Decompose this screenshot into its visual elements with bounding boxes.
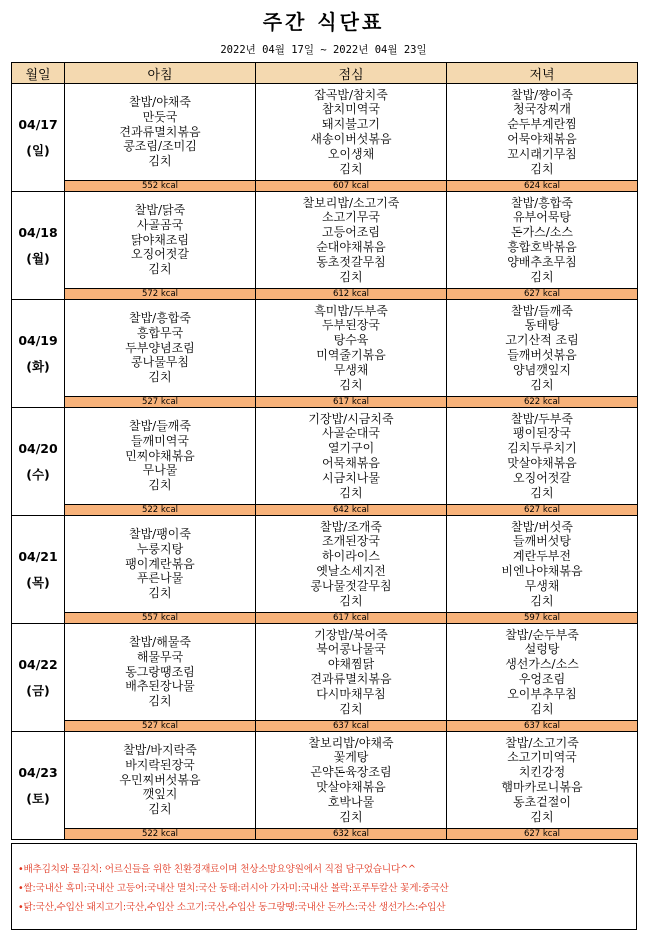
menu-item: 우엉조림 (518, 672, 566, 686)
lunch-kcal: 617 kcal (256, 397, 447, 408)
menu-item: 순두부계란찜 (507, 117, 577, 132)
lunch-cell (256, 300, 447, 397)
menu-item: 흥합호박볶음 (507, 240, 577, 254)
page-title: 주간 식단표 (262, 10, 385, 34)
menu-item: 옛날소세지전 (316, 564, 386, 578)
menu-item: 다시마채무침 (316, 686, 386, 701)
menu-item: 미역줄기볶음 (316, 348, 386, 362)
menu-item: 탕수육 (333, 333, 369, 348)
breakfast-cell (65, 192, 256, 289)
menu-item: 찰밥/들깨죽 (128, 419, 191, 433)
breakfast-cell (65, 624, 256, 721)
menu-item: 김치 (530, 485, 554, 500)
menu-item: 동초겉절이 (513, 794, 571, 809)
breakfast-kcal: 552 kcal (65, 181, 256, 192)
menu-item: 바지락된장국 (125, 757, 195, 772)
day-cell (12, 732, 65, 840)
menu-item: 기장밥/시금치죽 (308, 411, 394, 426)
kcal-row (12, 289, 638, 300)
weekday-label: (금) (26, 682, 50, 698)
kcal-row (12, 613, 638, 624)
lunch-cell (256, 516, 447, 613)
menu-item: 돼지불고기 (322, 117, 380, 132)
menu-item: 조개된장국 (322, 534, 380, 549)
day-row (12, 300, 638, 397)
menu-item: 김치 (339, 269, 363, 284)
dinner-kcal: 622 kcal (447, 397, 638, 408)
lunch-cell (256, 84, 447, 181)
day-cell (12, 300, 65, 408)
weekday-label: (수) (26, 466, 50, 482)
menu-item: 김치두루치기 (507, 441, 577, 456)
weekday-label: (토) (26, 790, 50, 806)
menu-item: 시금치나물 (322, 470, 380, 485)
menu-item: 무나물 (142, 463, 178, 478)
menu-item: 콩나물무침 (131, 355, 189, 370)
date-label: 04/22 (18, 656, 58, 672)
menu-item: 양배추초무침 (507, 254, 577, 269)
menu-item: 김치 (339, 377, 363, 392)
menu-item: 돈가스/소스 (510, 225, 573, 240)
menu-item: 누룽지탕 (136, 541, 184, 556)
menu-item: 김치 (148, 586, 172, 601)
day-cell (12, 84, 65, 192)
day-row (12, 516, 638, 613)
menu-item: 찰밥/해물죽 (128, 635, 191, 649)
menu-item: 찰보리밥/야채죽 (308, 735, 394, 750)
day-row (12, 732, 638, 829)
menu-item: 찰밥/버섯죽 (510, 519, 573, 534)
menu-item: 김치 (148, 154, 172, 169)
menu-item: 들깨버섯볶음 (507, 348, 577, 362)
lunch-kcal: 637 kcal (256, 721, 447, 732)
breakfast-kcal: 522 kcal (65, 829, 256, 840)
menu-item: 맛살야채볶음 (507, 456, 577, 470)
menu-item: 북어콩나물국 (316, 642, 386, 657)
kcal-row (12, 397, 638, 408)
note-kimchi: •배추김치와 물김치: 어르신들을 위한 친환경재료이며 천상소망요양원에서 직접 담구었습니다^^ (18, 864, 416, 875)
menu-item: 김치 (339, 485, 363, 500)
menu-item: 김치 (148, 262, 172, 277)
menu-item: 김치 (530, 593, 554, 608)
breakfast-cell (65, 300, 256, 397)
breakfast-cell (65, 408, 256, 505)
lunch-cell (256, 624, 447, 721)
lunch-kcal: 632 kcal (256, 829, 447, 840)
menu-item: 청국장찌개 (513, 102, 571, 117)
menu-item: 김치 (530, 701, 554, 716)
menu-item: 찰밥/흥합죽 (128, 311, 191, 325)
date-label: 04/18 (18, 224, 58, 240)
day-row (12, 624, 638, 721)
menu-item: 닭야채조림 (131, 232, 189, 247)
menu-item: 견과류멸치볶음 (310, 672, 392, 686)
menu-item: 우민찌버섯볶음 (119, 772, 201, 787)
breakfast-cell (65, 732, 256, 829)
note-origin-grain-fish: •쌀:국내산 흑미:국내산 고등어:국내산 멸치:국산 동태:러시아 가자미:국내산 볼락:포루투칼산 꽃게:중국산 (18, 883, 449, 894)
menu-item: 두부된장국 (322, 318, 380, 333)
menu-item: 동그랑땡조림 (125, 664, 195, 679)
date-range: 2022년 04월 17일 ~ 2022년 04월 23일 (220, 44, 427, 56)
dinner-kcal: 627 kcal (447, 505, 638, 516)
menu-item: 김치 (148, 802, 172, 817)
menu-item: 고등어조림 (322, 225, 380, 240)
lunch-kcal: 642 kcal (256, 505, 447, 516)
date-label: 04/21 (18, 548, 58, 564)
menu-item: 유부어묵탕 (513, 210, 571, 225)
menu-item: 햄마카로니볶음 (501, 780, 583, 794)
dinner-kcal: 637 kcal (447, 721, 638, 732)
menu-item: 사골순대국 (322, 426, 380, 441)
header-breakfast: 아침 (65, 63, 256, 84)
lunch-cell (256, 732, 447, 829)
menu-item: 김치 (530, 377, 554, 392)
weekday-label: (일) (26, 142, 50, 158)
date-label: 04/20 (18, 440, 58, 456)
header-dinner: 저녁 (447, 63, 638, 84)
lunch-cell (256, 192, 447, 289)
breakfast-kcal: 527 kcal (65, 397, 256, 408)
header-lunch: 점심 (256, 63, 447, 84)
menu-item: 오징어젓갈 (131, 247, 189, 262)
dinner-kcal: 627 kcal (447, 289, 638, 300)
menu-item: 흑미밥/두부죽 (314, 303, 388, 318)
menu-item: 찰밥/들깨죽 (510, 303, 573, 318)
day-row (12, 84, 638, 181)
menu-item: 곤약돈육장조림 (310, 765, 392, 780)
menu-item: 김치 (339, 701, 363, 716)
menu-item: 찰밥/닭죽 (134, 203, 186, 217)
menu-item: 찰밥/쨩이죽 (510, 87, 573, 102)
menu-item: 오징어젓갈 (513, 470, 571, 485)
menu-item: 흥합무국 (136, 325, 184, 340)
breakfast-cell (65, 516, 256, 613)
menu-item: 배추된장나물 (125, 679, 195, 694)
dinner-kcal: 597 kcal (447, 613, 638, 624)
dinner-cell (447, 516, 638, 613)
menu-item: 오이생채 (327, 146, 375, 161)
menu-item: 깻잎지 (142, 787, 178, 802)
lunch-cell (256, 408, 447, 505)
dinner-kcal: 627 kcal (447, 829, 638, 840)
breakfast-kcal: 557 kcal (65, 613, 256, 624)
menu-item: 김치 (339, 161, 363, 176)
menu-item: 양념깻잎지 (513, 362, 571, 377)
menu-item: 찰밥/바지락죽 (123, 743, 197, 757)
note-origin-meat: •닭:국산,수입산 돼지고기:국산,수입산 소고기:국산,수입산 동그랑땡:국내산 돈까스:국산 생선가스:수입산 (18, 902, 446, 913)
menu-item: 견과류멸치볶음 (119, 124, 201, 139)
menu-item: 들깨미역국 (131, 433, 189, 448)
kcal-row (12, 181, 638, 192)
kcal-row (12, 829, 638, 840)
menu-item: 생선가스/소스 (505, 657, 579, 672)
menu-item: 들깨버섯탕 (513, 534, 571, 549)
menu-item: 만둣국 (142, 109, 178, 124)
menu-item: 열기구이 (327, 441, 375, 456)
menu-item: 어묵야채볶음 (507, 132, 577, 146)
menu-item: 찰밥/야채죽 (128, 95, 191, 109)
menu-item: 팽이된장국 (513, 426, 571, 441)
menu-item: 김치 (148, 370, 172, 385)
breakfast-kcal: 572 kcal (65, 289, 256, 300)
menu-item: 콩조림/조미김 (123, 139, 197, 154)
lunch-kcal: 617 kcal (256, 613, 447, 624)
menu-item: 야채찜닭 (327, 657, 375, 672)
menu-item: 푸른나물 (136, 571, 184, 586)
menu-item: 동초젓갈무침 (316, 254, 386, 269)
menu-item: 찰밥/팽이죽 (128, 527, 191, 541)
weekday-label: (화) (26, 358, 50, 374)
lunch-kcal: 612 kcal (256, 289, 447, 300)
menu-item: 비엔나야채볶음 (501, 564, 583, 578)
day-cell (12, 624, 65, 732)
date-label: 04/19 (18, 332, 58, 348)
breakfast-kcal: 522 kcal (65, 505, 256, 516)
header-day: 월일 (12, 63, 65, 84)
menu-item: 찰밥/순두부죽 (505, 627, 579, 642)
menu-item: 사골곰국 (136, 217, 184, 232)
menu-item: 찰밥/소고기죽 (505, 735, 579, 750)
lunch-kcal: 607 kcal (256, 181, 447, 192)
menu-item: 맛살야채볶음 (316, 780, 386, 794)
menu-item: 잡곡밥/참치죽 (314, 87, 388, 102)
dinner-cell (447, 300, 638, 397)
day-cell (12, 516, 65, 624)
weekday-label: (월) (26, 250, 50, 266)
menu-item: 찰밥/흥합죽 (510, 195, 573, 210)
notes-box (11, 843, 637, 930)
day-cell (12, 192, 65, 300)
menu-item: 동태탕 (524, 318, 560, 333)
menu-item: 김치 (530, 161, 554, 176)
menu-item: 김치 (148, 478, 172, 493)
day-row (12, 192, 638, 289)
dinner-cell (447, 732, 638, 829)
menu-item: 치킨강정 (518, 765, 566, 780)
menu-item: 무생채 (524, 578, 560, 593)
menu-item: 하이라이스 (322, 549, 380, 564)
breakfast-cell (65, 84, 256, 181)
menu-item: 계란두부전 (513, 549, 571, 564)
menu-item: 오이부추무침 (507, 686, 577, 701)
menu-item: 팽이계란볶음 (125, 556, 195, 571)
date-label: 04/23 (18, 764, 58, 780)
day-cell (12, 408, 65, 516)
menu-item: 참치미역국 (322, 102, 380, 117)
dinner-cell (447, 192, 638, 289)
menu-item: 꼬시래기무침 (507, 146, 577, 161)
menu-item: 김치 (339, 809, 363, 824)
dinner-cell (447, 408, 638, 505)
menu-item: 순대야채볶음 (316, 240, 386, 254)
menu-item: 소고기무국 (322, 210, 380, 225)
menu-item: 김치 (148, 694, 172, 709)
menu-item: 콩나물젓갈무침 (310, 578, 392, 593)
menu-item: 김치 (530, 809, 554, 824)
menu-item: 해물무국 (136, 649, 184, 664)
menu-item: 호박나물 (327, 794, 375, 809)
menu-item: 찰밥/두부죽 (510, 411, 573, 426)
menu-item: 김치 (339, 593, 363, 608)
menu-item: 어묵채볶음 (322, 456, 380, 470)
menu-item: 김치 (530, 269, 554, 284)
menu-item: 꽃게탕 (333, 750, 369, 765)
menu-item: 설렁탕 (524, 642, 560, 657)
kcal-row (12, 505, 638, 516)
dinner-kcal: 624 kcal (447, 181, 638, 192)
menu-item: 찰밥/조개죽 (319, 519, 382, 534)
menu-item: 소고기미역국 (507, 750, 577, 765)
menu-item: 기장밥/북어죽 (314, 627, 388, 642)
header-row (12, 63, 638, 84)
menu-item: 무생채 (333, 362, 369, 377)
menu-item: 민찌야채볶음 (125, 448, 195, 463)
menu-item: 두부양념조림 (125, 340, 195, 355)
day-row (12, 408, 638, 505)
menu-item: 찰보리밥/소고기죽 (302, 195, 400, 210)
weekday-label: (목) (26, 574, 50, 590)
date-label: 04/17 (18, 116, 58, 132)
menu-table (11, 62, 638, 840)
dinner-cell (447, 624, 638, 721)
kcal-row (12, 721, 638, 732)
dinner-cell (447, 84, 638, 181)
breakfast-kcal: 527 kcal (65, 721, 256, 732)
menu-item: 새송이버섯볶음 (310, 132, 392, 146)
menu-item: 고기산적 조림 (505, 333, 579, 348)
